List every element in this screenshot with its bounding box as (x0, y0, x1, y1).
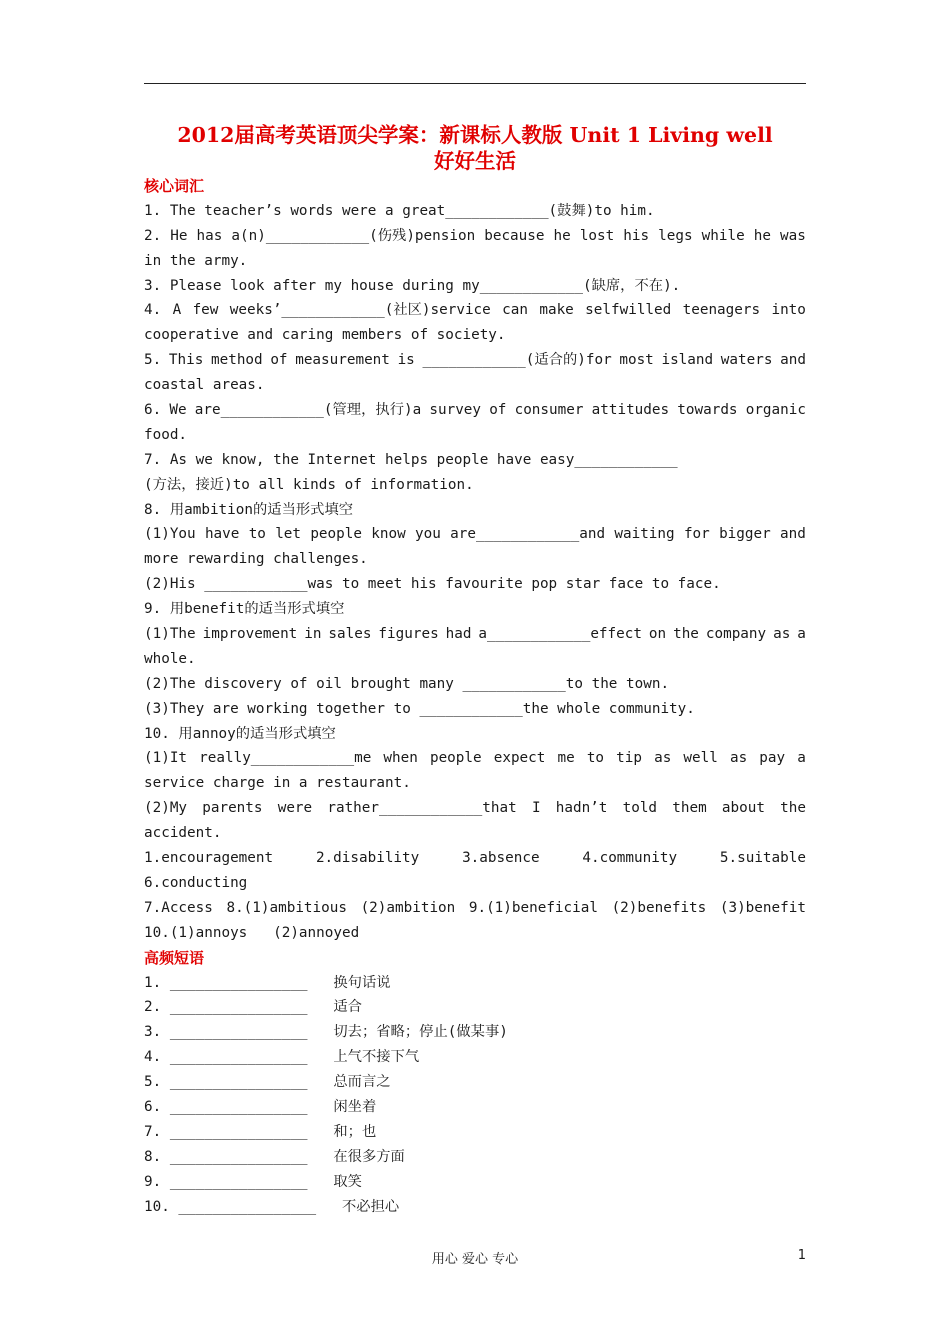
word: (2)benefits (611, 899, 707, 916)
text-line (144, 796, 806, 821)
word: teenagers (682, 302, 761, 319)
word: waiting (614, 526, 675, 543)
word: bigger (719, 526, 771, 543)
word: a (797, 626, 806, 643)
word: are____________and (450, 526, 606, 543)
text-line: 9. 用benefit的适当形式填空 (144, 601, 345, 618)
text-line: 4. ________________ 上气不接下气 (144, 1049, 420, 1066)
word: can (502, 302, 528, 319)
text-line (144, 896, 806, 921)
word: (2)ambition (360, 899, 456, 916)
word: he (753, 227, 771, 244)
word: (3)benefit (719, 899, 806, 916)
section-heading: 高频短语 (144, 948, 205, 967)
word: make (539, 302, 574, 319)
word: has (196, 227, 223, 244)
word: is (397, 352, 415, 369)
text-line: (方法，接近)to all kinds of information. (144, 476, 474, 493)
word: to (586, 750, 605, 767)
page-number: 1 (797, 1248, 806, 1263)
text-line: 9. ________________ 取笑 (144, 1173, 362, 1190)
word: were (277, 800, 313, 817)
word: the (780, 800, 806, 817)
word: (1)The (144, 626, 196, 643)
text-line: 10.(1)annoys (2)annoyed (144, 924, 360, 941)
word: organic (745, 402, 806, 419)
word: company (705, 626, 767, 643)
text-line: 7. As we know, the Internet helps people have easy____________ (144, 451, 678, 468)
text-line: 6.conducting (144, 874, 248, 891)
text-line: more rewarding challenges. (144, 551, 368, 568)
text-line: 6. ________________ 闲坐着 (144, 1098, 377, 1115)
text-line (144, 348, 806, 373)
page-footer (0, 1248, 950, 1268)
word: to (248, 526, 266, 543)
word: sales (328, 626, 372, 643)
word: ____________(适合的)for (422, 352, 612, 369)
word: about (721, 800, 765, 817)
text-line (144, 846, 806, 871)
word: told (622, 800, 658, 817)
text-line: 10. ________________ 不必担心 (144, 1198, 400, 1215)
page-title (144, 122, 806, 174)
word: consumer (514, 402, 584, 419)
text-line: coastal areas. (144, 377, 265, 394)
word: We (169, 402, 187, 419)
word: while (701, 227, 745, 244)
word: me (557, 750, 575, 767)
word: He (170, 227, 188, 244)
word: lost (579, 227, 615, 244)
title-line-2: 好好生活 (434, 149, 516, 173)
word: he (553, 227, 571, 244)
word: parents (202, 800, 263, 817)
word: improvement (202, 626, 298, 643)
word: few (192, 302, 219, 319)
word: figures (378, 626, 439, 643)
text-line (144, 298, 806, 323)
word: because (484, 227, 545, 244)
text-line: (3)They are working together to ____________the whole community. (144, 700, 695, 717)
word: as (773, 626, 791, 643)
text-line: in the army. (144, 252, 248, 269)
word: the (673, 626, 699, 643)
word: in (304, 626, 322, 643)
word: really____________me (199, 750, 372, 767)
word: I (531, 800, 541, 817)
text-line: 3. ________________ 切去；省略；停止(做某事) (144, 1024, 508, 1041)
word: as (654, 750, 672, 767)
word: legs (658, 227, 693, 244)
word: a (797, 750, 806, 767)
word: into (771, 302, 806, 319)
word: 2.disability (315, 850, 420, 867)
word: 9.(1)beneficial (468, 899, 598, 916)
word: measurement (295, 352, 390, 369)
word: (2)My (144, 800, 188, 817)
text-line: whole. (144, 650, 196, 667)
word: selfwilled (585, 302, 672, 319)
word: them (672, 800, 707, 817)
word: know (371, 526, 406, 543)
text-line (144, 224, 806, 249)
text-line (144, 398, 806, 423)
word: have (204, 526, 240, 543)
word: people (310, 526, 362, 543)
word: rather____________that (327, 800, 517, 817)
word: a____________effect (478, 626, 642, 643)
word: (1)You (144, 526, 196, 543)
footer-motto: 用心 爱心 专心 (431, 1252, 519, 1267)
title-line-1: 2012届高考英语顶尖学案：新课标人教版 Unit 1 Living well (177, 123, 773, 147)
word: pay (759, 750, 786, 767)
text-line: 7. ________________ 和；也 (144, 1123, 377, 1140)
word: 8.(1)ambitious (226, 899, 347, 916)
word: method (211, 352, 263, 369)
word: 7.Access (144, 899, 213, 916)
document-body (144, 174, 806, 1219)
text-line: (2)His ____________was to meet his favourite pop star face to face. (144, 576, 721, 593)
word: his (623, 227, 650, 244)
word: hadn’t (555, 800, 608, 817)
word: on (648, 626, 667, 643)
word: of (489, 402, 507, 419)
text-line: 1. ________________ 换句话说 (144, 974, 391, 991)
word: towards (677, 402, 738, 419)
word: of (270, 352, 288, 369)
text-line: 1. The teacher’s words were a great____________(鼓舞)to him. (144, 202, 655, 219)
word: most (619, 352, 654, 369)
text-line: (2)The discovery of oil brought many ____________to the town. (144, 675, 670, 692)
text-line (144, 622, 806, 647)
word: waters (720, 352, 773, 369)
text-line: accident. (144, 825, 222, 842)
word: A (172, 302, 182, 319)
word: weeks’____________(社区)service (229, 302, 491, 319)
word: people (429, 750, 482, 767)
text-line: cooperative and caring members of society. (144, 327, 506, 344)
text-line: 2. ________________ 适合 (144, 999, 362, 1016)
text-line: 3. Please look after my house during my____________(缺席，不在). (144, 277, 681, 294)
header-rule (144, 83, 806, 84)
word: 4.community (582, 850, 678, 867)
word: you (415, 526, 441, 543)
word: let (275, 526, 302, 543)
text-line: 10. 用annoy的适当形式填空 (144, 725, 336, 742)
word: and (780, 352, 806, 369)
text-line (144, 522, 806, 547)
word: expect (493, 750, 546, 767)
word: 2. (144, 227, 162, 244)
word: and (780, 526, 806, 543)
word: tip (616, 750, 642, 767)
word: attitudes (591, 402, 670, 419)
text-line: 8. 用ambition的适当形式填空 (144, 501, 354, 518)
word: for (683, 526, 710, 543)
word: 1.encouragement (144, 850, 274, 867)
word: when (383, 750, 418, 767)
text-line: 5. ________________ 总而言之 (144, 1074, 391, 1091)
text-line (144, 746, 806, 771)
word: are____________(管理，执行)a (194, 402, 422, 419)
word: (1)It (144, 750, 188, 767)
word: had (445, 626, 472, 643)
word: 6. (144, 402, 162, 419)
word: 4. (144, 302, 162, 319)
word: 5. (144, 352, 162, 369)
word: island (661, 352, 714, 369)
text-line: service charge in a restaurant. (144, 775, 411, 792)
word: 5.suitable (719, 850, 806, 867)
word: 3.absence (462, 850, 540, 867)
word: well (683, 750, 718, 767)
word: as (729, 750, 748, 767)
section-heading: 核心词汇 (144, 177, 205, 195)
text-line: 8. ________________ 在很多方面 (144, 1148, 405, 1165)
word: was (780, 227, 806, 244)
word: a(n)____________(伤残)pension (231, 227, 476, 244)
word: survey (429, 402, 482, 419)
text-line: food. (144, 426, 188, 443)
word: This (168, 352, 204, 369)
